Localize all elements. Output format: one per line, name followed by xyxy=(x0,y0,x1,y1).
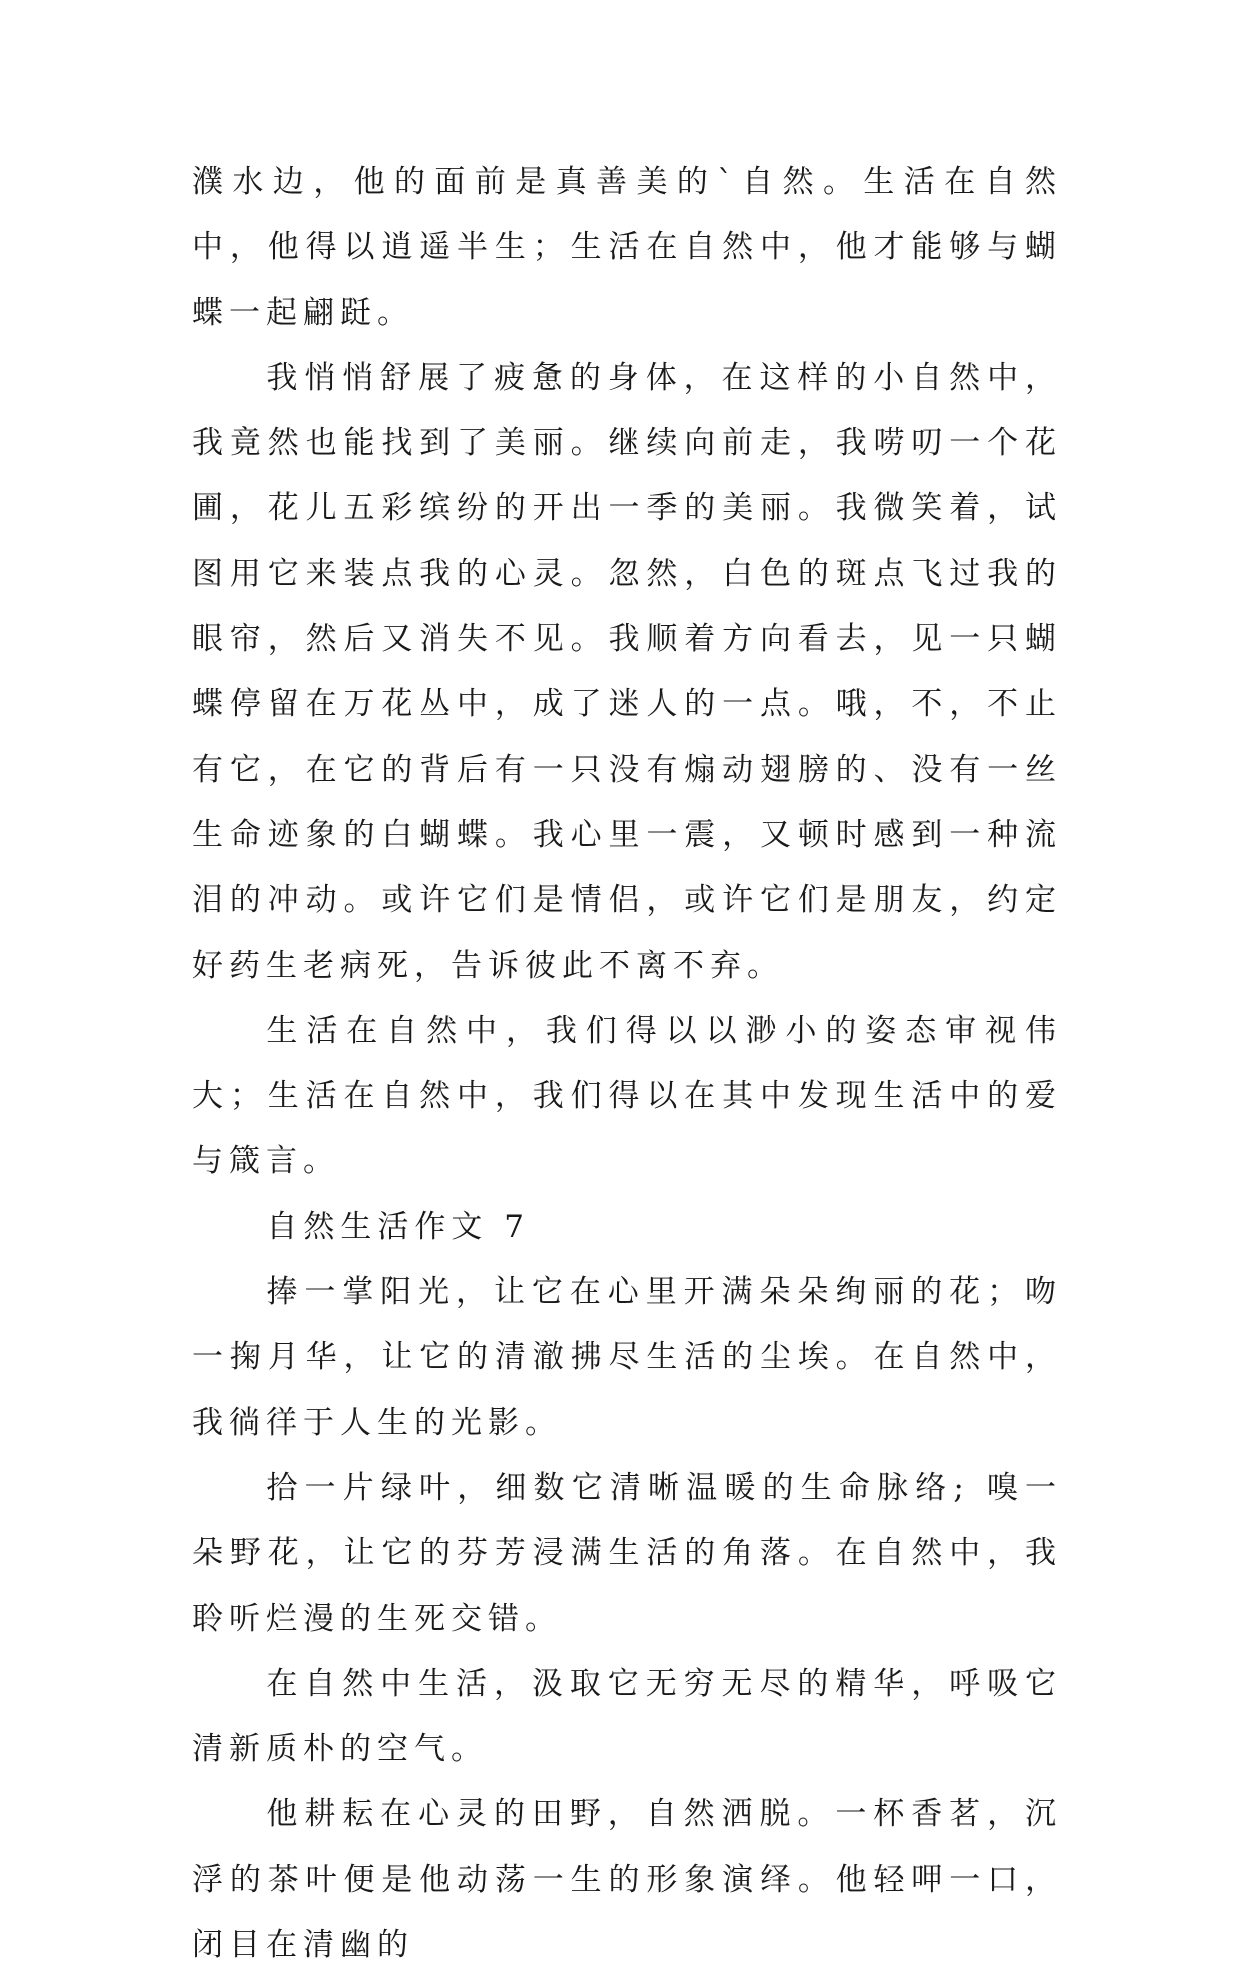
paragraph-2: 我悄悄舒展了疲惫的身体，在这样的小自然中，我竟然也能找到了美丽。继续向前走，我唠叨一个花圃，花儿五彩缤纷的开出一季的美丽。我微笑着，试图用它来装点我的心灵。忽然，白色的斑点飞过我的眼帘，然后又消失不见。我顺着方向看去，见一只蝴蝶停留在万花丛中，成了迷人的一点。哦，不，不止有它，在它的背后有一只没有煽动翅膀的、没有一丝生命迹象的白蝴蝶。我心里一震，又顿时感到一种流泪的冲动。或许它们是情侣，或许它们是朋友，约定好药生老病死，告诉彼此不离不弃。 xyxy=(192,359,1062,984)
paragraph-6: 拾一片绿叶，细数它清晰温暖的生命脉络; 嗅一朵野花，让它的芬芳浸满生活的角落。在自然中，我聆听烂漫的生死交错。 xyxy=(192,1469,1062,1637)
paragraph-3: 生活在自然中，我们得以以渺小的姿态审视伟大；生活在自然中，我们得以在其中发现生活中的爱与箴言。 xyxy=(192,1012,1062,1180)
paragraph-1: 濮水边，他的面前是真善美的`自然。生活在自然中，他得以逍遥半生；生活在自然中，他才能够与蝴蝶一起翩跹。 xyxy=(192,164,1062,331)
paragraph-5: 捧一掌阳光，让它在心里开满朵朵绚丽的花；吻一掬月华，让它的清澈拂尽生活的尘埃。在自然中，我徜徉于人生的光影。 xyxy=(192,1274,1062,1441)
document-page xyxy=(192,150,1062,1978)
section-heading: 自然生活作文 7 xyxy=(266,1208,530,1245)
paragraph-7: 在自然中生活，汲取它无穷无尽的精华，呼吸它清新质朴的空气。 xyxy=(192,1665,1062,1768)
paragraph-8: 他耕耘在心灵的田野，自然洒脱。一杯香茗，沉浮的茶叶便是他动荡一生的形象演绎。他轻呷一口，闭目在清幽的 xyxy=(192,1796,1062,1964)
